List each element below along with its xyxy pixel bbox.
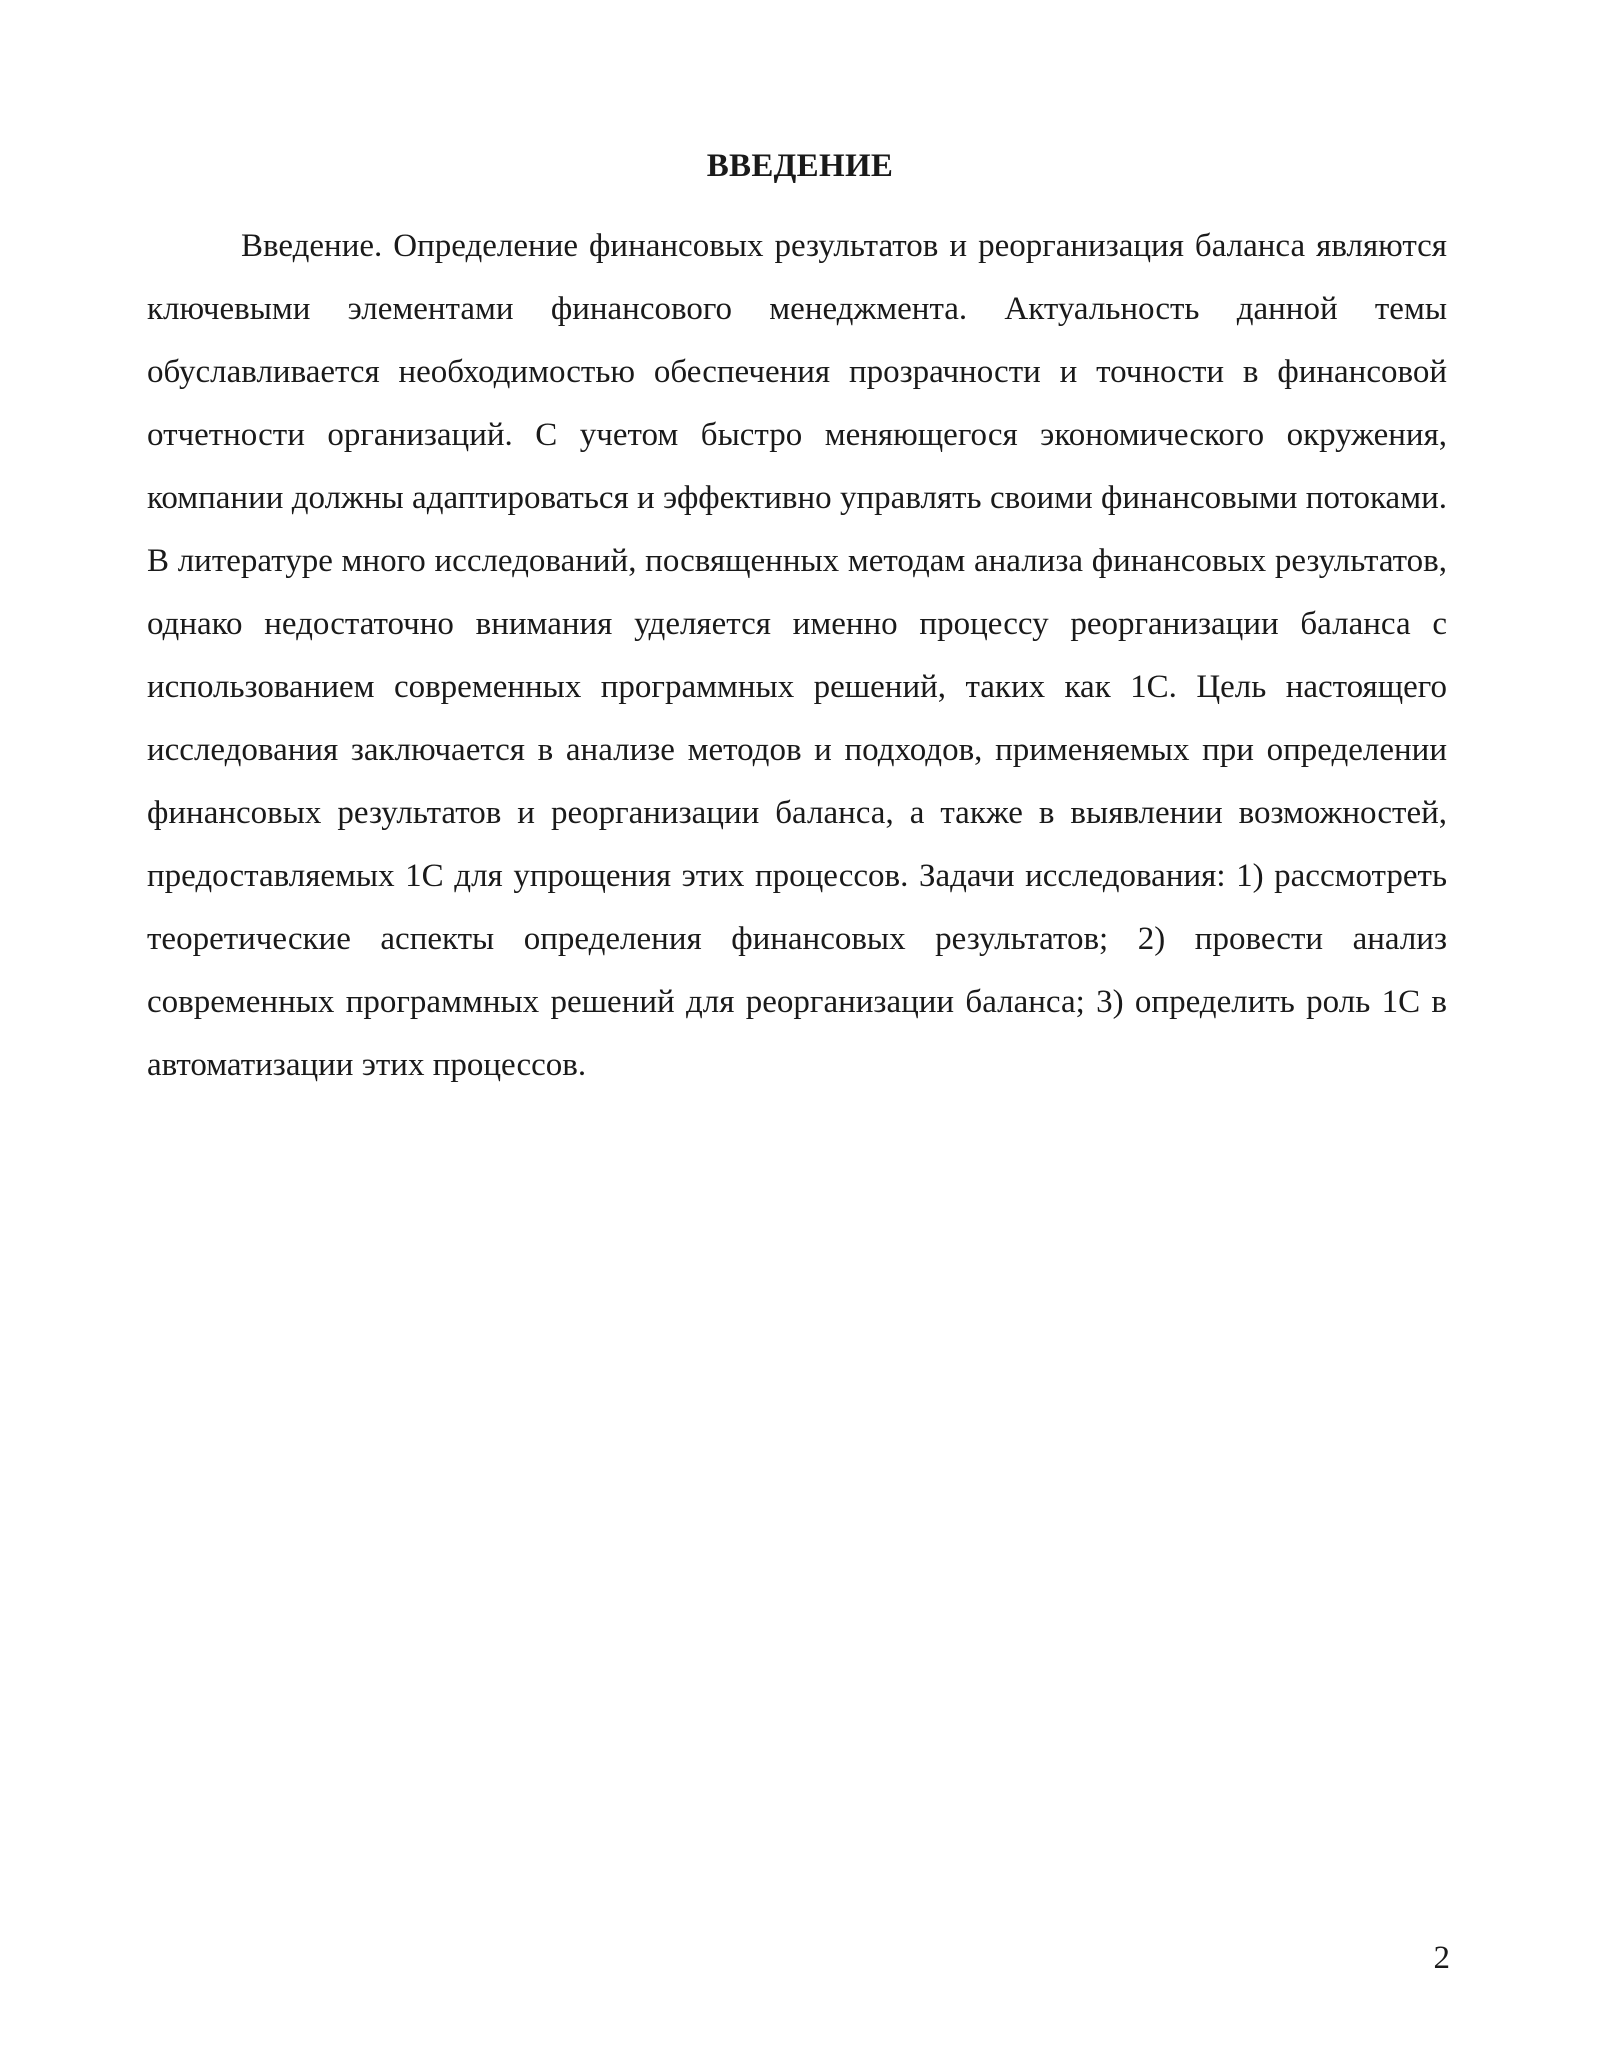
introduction-paragraph: Введение. Определение финансовых результатов и реорганизация баланса являются ключевыми элементами финансового менеджмента. Актуальность данной темы обуславливается необходимостью обеспечения прозрачности и точности в финансовой отчетности организаций. С учетом быстро меняющегося экономического окружения, компании должны адаптироваться и эффективно управлять своими финансовыми потоками. В литературе много исследований, посвященных методам анализа финансовых результатов, однако недостаточно внимания уделяется именно процессу реорганизации баланса с использованием современных программных решений, таких как 1С. Цель настоящего исследования заключается в анализе методов и подходов, применяемых при определении финансовых результатов и реорганизации баланса, а также в выявлении возможностей, предоставляемых 1С для упрощения этих процессов. Задачи исследования: 1) рассмотреть теоретические аспекты определения финансовых результатов; 2) провести анализ современных программных решений для реорганизации баланса; 3) определить роль 1С в автоматизации этих процессов.: [147, 228, 1447, 1083]
page-number: 2: [1433, 1940, 1450, 1976]
section-heading: ВВЕДЕНИЕ: [706, 148, 894, 184]
